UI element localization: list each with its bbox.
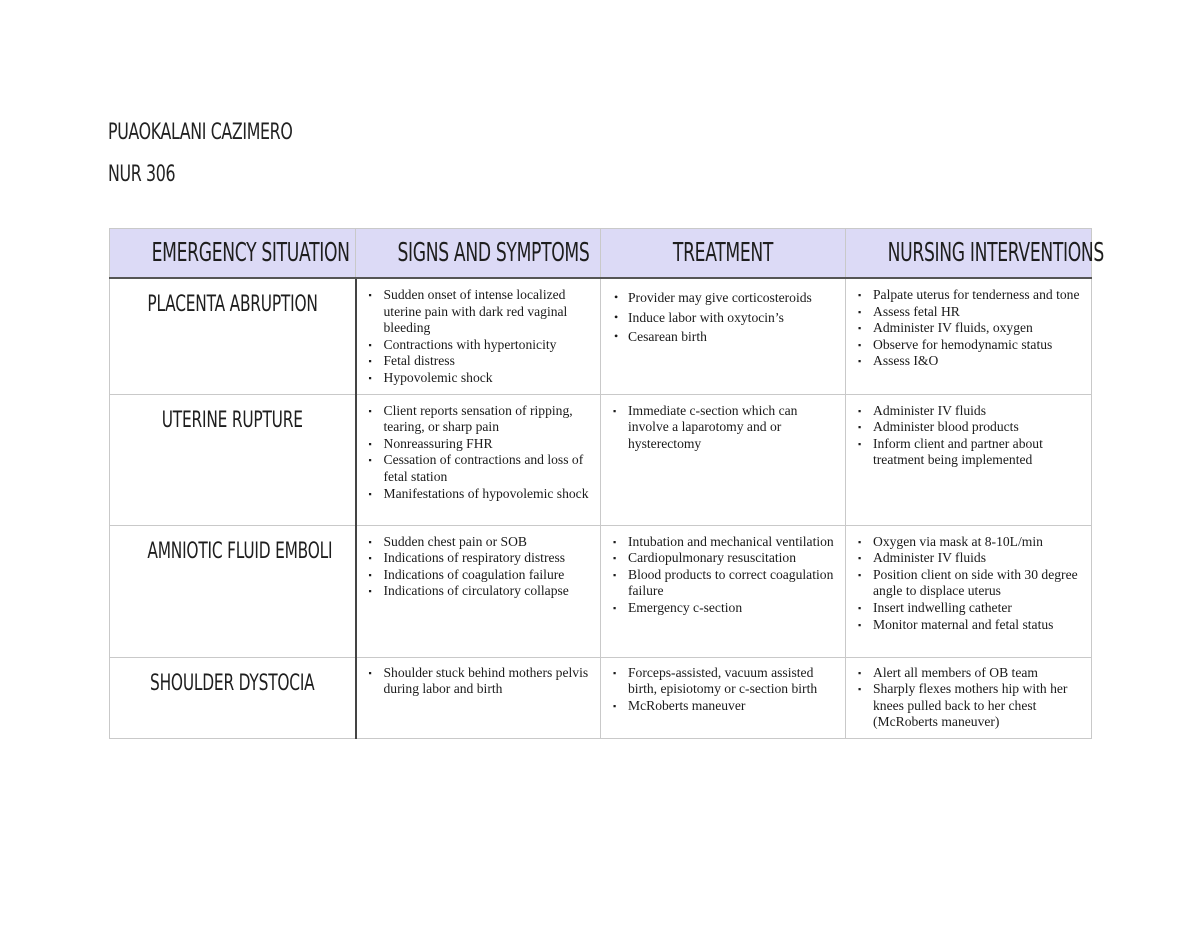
situation-cell bbox=[110, 278, 356, 394]
situation-cell bbox=[110, 657, 356, 738]
list-item: ▪ Palpate uterus for tenderness and tone bbox=[865, 287, 1084, 304]
list-item: ▪ Sudden onset of intense localized uterine pain with dark red vaginal bleeding bbox=[376, 287, 594, 337]
list-item: ▪ Observe for hemodynamic status bbox=[865, 337, 1084, 354]
table-row bbox=[110, 394, 1092, 525]
interventions-cell bbox=[846, 525, 1092, 657]
list-item: ▪ Client reports sensation of ripping, tearing, or sharp pain bbox=[376, 403, 594, 436]
list-item: ▪ Sharply flexes mothers hip with her knees pulled back to her chest (McRoberts maneuver) bbox=[865, 681, 1084, 731]
list-item: ▪ McRoberts maneuver bbox=[620, 698, 838, 715]
list-item: ▪ Intubation and mechanical ventilation bbox=[620, 534, 838, 551]
header-row bbox=[110, 229, 1092, 279]
interventions-list bbox=[847, 280, 1090, 376]
list-item: ▪ Forceps-assisted, vacuum assisted birth, episiotomy or c-section birth bbox=[620, 665, 838, 698]
table-header bbox=[110, 229, 1104, 279]
list-item: ▪ Assess I&O bbox=[865, 353, 1084, 370]
interventions-list bbox=[847, 396, 1090, 475]
list-item: ▪ Monitor maternal and fetal status bbox=[865, 617, 1084, 634]
treatment-cell bbox=[601, 657, 846, 738]
table-row bbox=[110, 278, 1092, 394]
course-code: NUR 306 bbox=[108, 162, 176, 187]
situation-cell bbox=[110, 394, 356, 525]
interventions-cell bbox=[846, 657, 1092, 738]
list-item: • Cesarean birth bbox=[620, 327, 838, 347]
list-item: ▪ Indications of respiratory distress bbox=[376, 550, 594, 567]
signs-list bbox=[358, 527, 600, 606]
column-header-situation bbox=[110, 229, 356, 279]
treatment-list bbox=[602, 659, 844, 721]
signs-cell bbox=[356, 394, 601, 525]
table-row bbox=[110, 525, 1092, 657]
treatment-cell bbox=[601, 278, 846, 394]
situation-label: SHOULDER DYSTOCIA bbox=[150, 670, 315, 696]
list-item: ▪ Indications of coagulation failure bbox=[376, 567, 594, 584]
signs-cell bbox=[356, 278, 601, 394]
situation-label: AMNIOTIC FLUID EMBOLI bbox=[147, 538, 333, 564]
signs-list bbox=[358, 396, 600, 509]
author-name: PUAOKALANI CAZIMERO bbox=[108, 120, 293, 145]
list-item: ▪ Fetal distress bbox=[376, 353, 594, 370]
treatment-cell bbox=[601, 525, 846, 657]
signs-cell bbox=[356, 657, 601, 738]
treatment-list bbox=[602, 280, 844, 353]
list-item: • Provider may give corticosteroids bbox=[620, 288, 838, 308]
signs-list bbox=[358, 280, 600, 393]
column-header-label: SIGNS AND SYMPTOMS bbox=[397, 238, 590, 268]
column-header-label: NURSING INTERVENTIONS bbox=[887, 238, 1104, 268]
list-item: ▪ Oxygen via mask at 8-10L/min bbox=[865, 534, 1084, 551]
list-item: ▪ Nonreassuring FHR bbox=[376, 436, 594, 453]
column-header-interventions bbox=[846, 229, 1104, 279]
list-item: ▪ Sudden chest pain or SOB bbox=[376, 534, 594, 551]
column-header-treatment bbox=[601, 229, 846, 279]
treatment-list bbox=[602, 527, 844, 623]
situation-label: UTERINE RUPTURE bbox=[161, 407, 303, 433]
list-item: ▪ Shoulder stuck behind mothers pelvis during labor and birth bbox=[376, 665, 594, 698]
list-item: ▪ Hypovolemic shock bbox=[376, 370, 594, 387]
list-item: ▪ Cessation of contractions and loss of fetal station bbox=[376, 452, 594, 485]
signs-list bbox=[358, 659, 600, 704]
list-item: ▪ Assess fetal HR bbox=[865, 304, 1084, 321]
list-item: ▪ Contractions with hypertonicity bbox=[376, 337, 594, 354]
list-item: ▪ Manifestations of hypovolemic shock bbox=[376, 486, 594, 503]
interventions-cell bbox=[846, 394, 1092, 525]
list-item: ▪ Position client on side with 30 degree angle to displace uterus bbox=[865, 567, 1084, 600]
list-item: ▪ Inform client and partner about treatment being implemented bbox=[865, 436, 1084, 469]
list-item: ▪ Immediate c-section which can involve a laparotomy and or hysterectomy bbox=[620, 403, 838, 453]
list-item: ▪ Cardiopulmonary resuscitation bbox=[620, 550, 838, 567]
interventions-list bbox=[847, 527, 1090, 640]
table-body bbox=[110, 278, 1092, 738]
interventions-cell bbox=[846, 278, 1092, 394]
document-header bbox=[108, 112, 364, 196]
column-header-label: EMERGENCY SITUATION bbox=[151, 238, 350, 268]
list-item: ▪ Administer IV fluids bbox=[865, 550, 1084, 567]
situation-label: PLACENTA ABRUPTION bbox=[147, 292, 318, 317]
column-header-label: TREATMENT bbox=[672, 238, 774, 268]
treatment-cell bbox=[601, 394, 846, 525]
list-item: ▪ Administer IV fluids bbox=[865, 403, 1084, 420]
treatment-list bbox=[602, 396, 844, 459]
list-item: • Induce labor with oxytocin’s bbox=[620, 308, 838, 328]
situation-cell bbox=[110, 525, 356, 657]
list-item: ▪ Blood products to correct coagulation failure bbox=[620, 567, 838, 600]
list-item: ▪ Insert indwelling catheter bbox=[865, 600, 1084, 617]
column-header-signs bbox=[356, 229, 601, 279]
interventions-list bbox=[847, 659, 1090, 737]
table-row bbox=[110, 657, 1092, 738]
emergency-table bbox=[109, 228, 1104, 739]
list-item: ▪ Emergency c-section bbox=[620, 600, 838, 617]
list-item: ▪ Administer IV fluids, oxygen bbox=[865, 320, 1084, 337]
list-item: ▪ Administer blood products bbox=[865, 419, 1084, 436]
list-item: ▪ Alert all members of OB team bbox=[865, 665, 1084, 682]
signs-cell bbox=[356, 525, 601, 657]
list-item: ▪ Indications of circulatory collapse bbox=[376, 583, 594, 600]
